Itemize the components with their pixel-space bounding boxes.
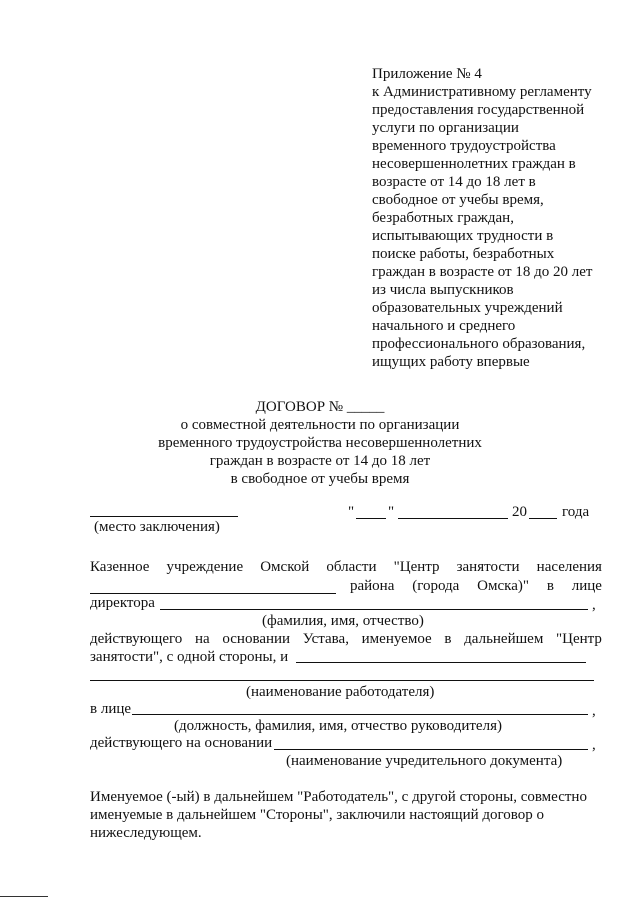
appendix-line: временного трудоустройства [372,138,556,154]
contract-heading: ДОГОВОР № _____ [255,399,385,415]
appendix-line: образовательных учреждений [372,300,563,316]
representative-field[interactable] [132,714,588,715]
party1-line2 [350,577,602,595]
appendix-line: к Административному регламенту [372,84,592,100]
final-line: нижеследующем. [90,825,202,841]
contract-subtitle-line: о совместной деятельности по организации [180,417,460,433]
date-month-field[interactable] [398,518,508,519]
appendix-line: граждан в возрасте от 18 до 20 лет [372,264,593,280]
appendix-line: поиске работы, безработных [372,246,555,262]
appendix-line: Приложение № 4 [372,66,482,82]
employer-field-1[interactable] [296,662,586,663]
fio-caption: (фамилия, имя, отчество) [262,613,424,629]
word: дальнейшем [464,631,544,647]
word: Омской [260,559,310,575]
appendix-line: возрасте от 14 до 18 лет в [372,174,536,190]
date-quote-close: " [388,504,395,520]
final-line-text: Именуемое (-ый) в дальнейшем "Работодатель", с другой стороны, совместно [90,789,587,805]
comma: , [592,737,596,753]
word: занятости [456,559,520,575]
word: основании [222,631,291,647]
word: лице [571,578,602,594]
comma: , [592,597,596,613]
word: Устава, [302,631,349,647]
word: района [350,578,395,594]
comma: , [592,703,596,719]
appendix-line: безработных граждан, [372,210,514,226]
word: в [444,631,452,647]
position-caption: (должность, фамилия, имя, отчество руководителя) [174,718,502,734]
final-line-text: именуемые в дальнейшем "Стороны", заключили настоящий договор о [90,807,545,823]
document-field[interactable] [274,749,588,750]
place-field[interactable] [90,516,238,517]
acting-line [90,630,602,648]
word: области [326,559,377,575]
appendix-line: профессионального образования, [372,336,586,352]
word: именуемое [361,631,432,647]
party1-line [90,558,602,576]
appendix-line: свободное от учебы время, [372,192,544,208]
employer-field-2[interactable] [90,680,594,681]
date-day-field[interactable] [356,518,386,519]
appendix-line: ищущих работу впервые [372,354,530,370]
word: "Центр [556,631,602,647]
in-person-label: в лице [90,701,132,717]
appendix-line: испытывающих трудности в [372,228,554,244]
appendix-block [372,65,622,371]
acting-basis-label: действующего на основании [90,735,273,751]
word: Омска)" [477,578,529,594]
appendix-line: услуги по организации [372,120,519,136]
final-line [90,788,602,806]
document-caption: (наименование учредительного документа) [286,753,563,769]
final-paragraph [90,788,602,842]
contract-subtitle-line: граждан в возрасте от 14 до 18 лет [209,453,431,469]
final-line [90,806,602,824]
word: в [546,578,554,594]
word: учреждение [166,559,244,575]
appendix-line: несовершеннолетних граждан в [372,156,576,172]
employment-line: занятости", с одной стороны, и [90,649,289,665]
word: на [195,631,210,647]
year-suffix: года [562,504,590,520]
appendix-line: предоставления государственной [372,102,585,118]
place-caption: (место заключения) [94,519,220,535]
word: населения [536,559,602,575]
contract-subtitle-line: в свободное от учебы время [230,471,410,487]
director-name-field[interactable] [160,609,588,610]
date-quote-open: " [348,504,355,520]
employer-caption: (наименование работодателя) [246,684,435,700]
word: "Центр [393,559,440,575]
date-year-field[interactable] [529,518,557,519]
word: Казенное [90,559,150,575]
scan-edge-mark [0,896,48,897]
word: (города [412,578,460,594]
year-prefix: 20 [512,504,527,520]
appendix-line: начального и среднего [372,318,516,334]
word: действующего [90,631,183,647]
director-label: директора [90,595,155,611]
contract-subtitle-line: временного трудоустройства несовершеннолетних [158,435,482,451]
appendix-line: из числа выпускников [372,282,514,298]
